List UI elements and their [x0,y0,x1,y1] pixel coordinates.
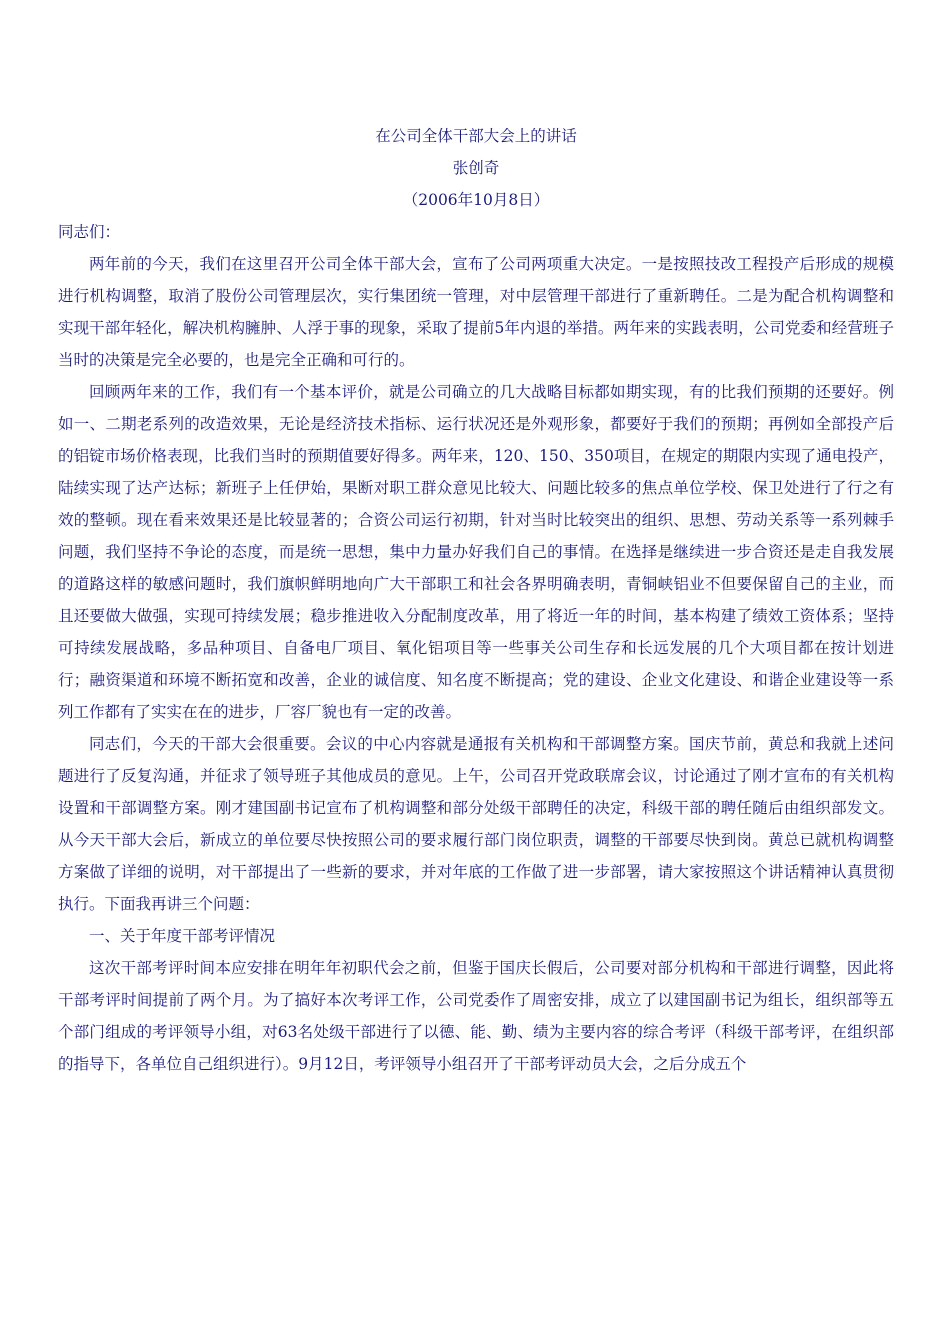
paragraph-2: 回顾两年来的工作，我们有一个基本评价，就是公司确立的几大战略目标都如期实现，有的比我们预期的还要好。例如一、二期老系列的改造效果，无论是经济技术指标、运行状况还是外观形象，都要好于我们的预期；再例如全部投产后的铝锭市场价格表现，比我们当时的预期值要好得多。两年来，120、150、350项目，在规定的期限内实现了通电投产，陆续实现了达产达标；新班子上任伊始，果断对职工群众意见比较大、问题比较多的焦点单位学校、保卫处进行了行之有效的整顿。现在看来效果还是比较显著的；合资公司运行初期，针对当时比较突出的组织、思想、劳动关系等一系列棘手问题，我们坚持不争论的态度，而是统一思想，集中力量办好我们自己的事情。在选择是继续进一步合资还是走自我发展的道路这样的敏感问题时，我们旗帜鲜明地向广大干部职工和社会各界明确表明，青铜峡铝业不但要保留自己的主业，而且还要做大做强，实现可持续发展；稳步推进收入分配制度改革，用了将近一年的时间，基本构建了绩效工资体系；坚持可持续发展战略，多品种项目、自备电厂项目、氧化铝项目等一些事关公司生存和长远发展的几个大项目都在按计划进行；融资渠道和环境不断拓宽和改善，企业的诚信度、知名度不断提高；党的建设、企业文化建设、和谐企业建设等一系列工作都有了实实在在的进步，厂容厂貌也有一定的改善。 [58,383,894,721]
paragraph-3: 同志们，今天的干部大会很重要。会议的中心内容就是通报有关机构和干部调整方案。国庆节前，黄总和我就上述问题进行了反复沟通，并征求了领导班子其他成员的意见。上午，公司召开党政联席会议，讨论通过了刚才宣布的有关机构设置和干部调整方案。刚才建国副书记宣布了机构调整和部分处级干部聘任的决定，科级干部的聘任随后由组织部发文。从今天干部大会后，新成立的单位要尽快按照公司的要求履行部门岗位职责，调整的干部要尽快到岗。黄总已就机构调整方案做了详细的说明，对干部提出了一些新的要求，并对年底的工作做了进一步部署，请大家按照这个讲话精神认真贯彻执行。下面我再讲三个问题： [58,735,894,913]
salutation: 同志们： [58,223,121,241]
section-paragraph: 这次干部考评时间本应安排在明年年初职代会之前，但鉴于国庆长假后，公司要对部分机构和干部进行调整，因此将干部考评时间提前了两个月。为了搞好本次考评工作，公司党委作了周密安排，成立了以建国副书记为组长，组织部等五个部门组成的考评领导小组，对63名处级干部进行了以德、能、勤、绩为主要内容的综合考评（科级干部考评，在组织部的指导下，各单位自己组织进行）。9月12日，考评领导小组召开了干部考评动员大会，之后分成五个 [58,959,894,1073]
document-date: （2006年10月8日） [402,191,550,209]
section-heading: 一、关于年度干部考评情况 [89,927,276,945]
document-title: 在公司全体干部大会上的讲话 [375,127,577,145]
document-author: 张创奇 [452,159,500,177]
paragraph-1: 两年前的今天，我们在这里召开公司全体干部大会，宣布了公司两项重大决定。一是按照技改工程投产后形成的规模进行机构调整，取消了股份公司管理层次，实行集团统一管理，对中层管理干部进行了重新聘任。二是为配合机构调整和实现干部年轻化，解决机构臃肿、人浮于事的现象，采取了提前5年内退的举措。两年来的实践表明，公司党委和经营班子当时的决策是完全必要的，也是完全正确和可行的。 [58,255,894,369]
document-content [58,118,894,1080]
